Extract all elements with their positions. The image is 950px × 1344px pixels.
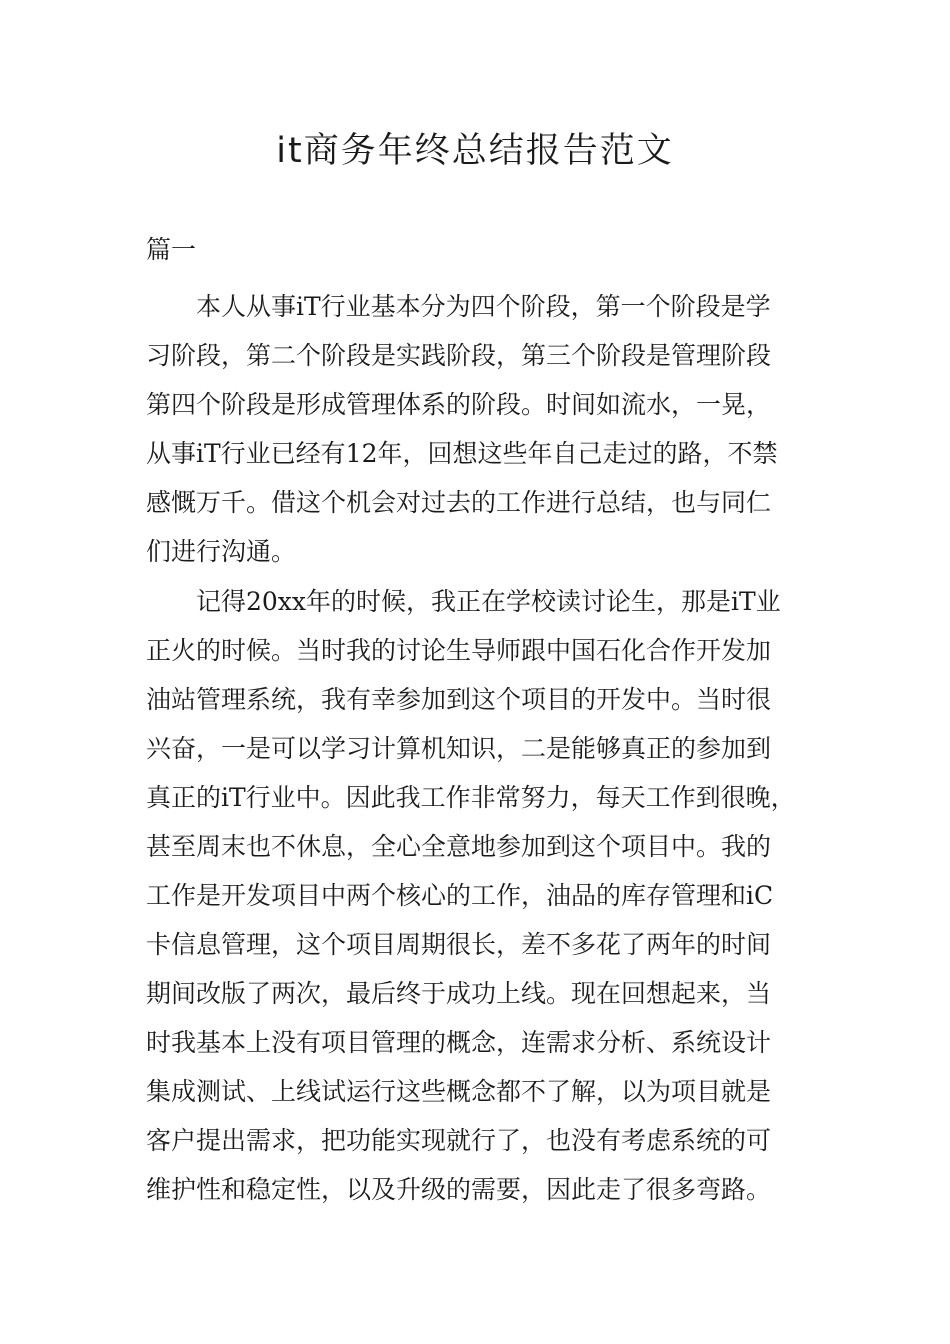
paragraph-line: 集成测试、上线试运行这些概念都不了解，以为项目就是 bbox=[146, 1077, 772, 1106]
paragraph-line: 本人从事iT行业基本分为四个阶段，第一个阶段是学 bbox=[196, 292, 771, 321]
paragraph-line: 从事iT行业已经有12年，回想这些年自己走过的路，不禁 bbox=[146, 439, 778, 468]
paragraph-line: 维护性和稳定性，以及升级的需要，因此走了很多弯路。 bbox=[146, 1175, 772, 1204]
paragraph-1 bbox=[146, 282, 816, 576]
paragraph-line: 甚至周末也不休息，全心全意地参加到这个项目中。我的 bbox=[146, 832, 772, 861]
document-title: it商务年终总结报告范文 bbox=[276, 131, 674, 171]
paragraph-line: 记得20xx年的时候，我正在学校读讨论生，那是iT业 bbox=[196, 587, 781, 616]
paragraph-line: 卡信息管理，这个项目周期很长，差不多花了两年的时间 bbox=[146, 930, 772, 959]
paragraph-line: 第四个阶段是形成管理体系的阶段。时间如流水，一晃， bbox=[146, 390, 772, 419]
paragraph-line: 习阶段，第二个阶段是实践阶段，第三个阶段是管理阶段 bbox=[146, 341, 772, 370]
paragraph-line: 油站管理系统，我有幸参加到这个项目的开发中。当时很 bbox=[146, 685, 772, 714]
paragraph-line: 时我基本上没有项目管理的概念，连需求分析、系统设计 bbox=[146, 1028, 772, 1057]
paragraph-line: 正火的时候。当时我的讨论生导师跟中国石化合作开发加 bbox=[146, 636, 772, 665]
paragraph-line: 兴奋，一是可以学习计算机知识，二是能够真正的参加到 bbox=[146, 734, 772, 763]
paragraph-line: 期间改版了两次，最后终于成功上线。现在回想起来，当 bbox=[146, 979, 772, 1008]
paragraph-line: 感慨万千。借这个机会对过去的工作进行总结，也与同仁 bbox=[146, 488, 772, 517]
paragraph-2 bbox=[146, 577, 816, 1214]
paragraph-line: 们进行沟通。 bbox=[146, 537, 297, 566]
paragraph-line: 真正的iT行业中。因此我工作非常努力，每天工作到很晚， bbox=[146, 783, 796, 812]
section-label: 篇一 bbox=[146, 235, 197, 264]
paragraph-line: 工作是开发项目中两个核心的工作，油品的库存管理和iC bbox=[146, 881, 774, 910]
paragraph-line: 客户提出需求，把功能实现就行了，也没有考虑系统的可 bbox=[146, 1126, 772, 1155]
